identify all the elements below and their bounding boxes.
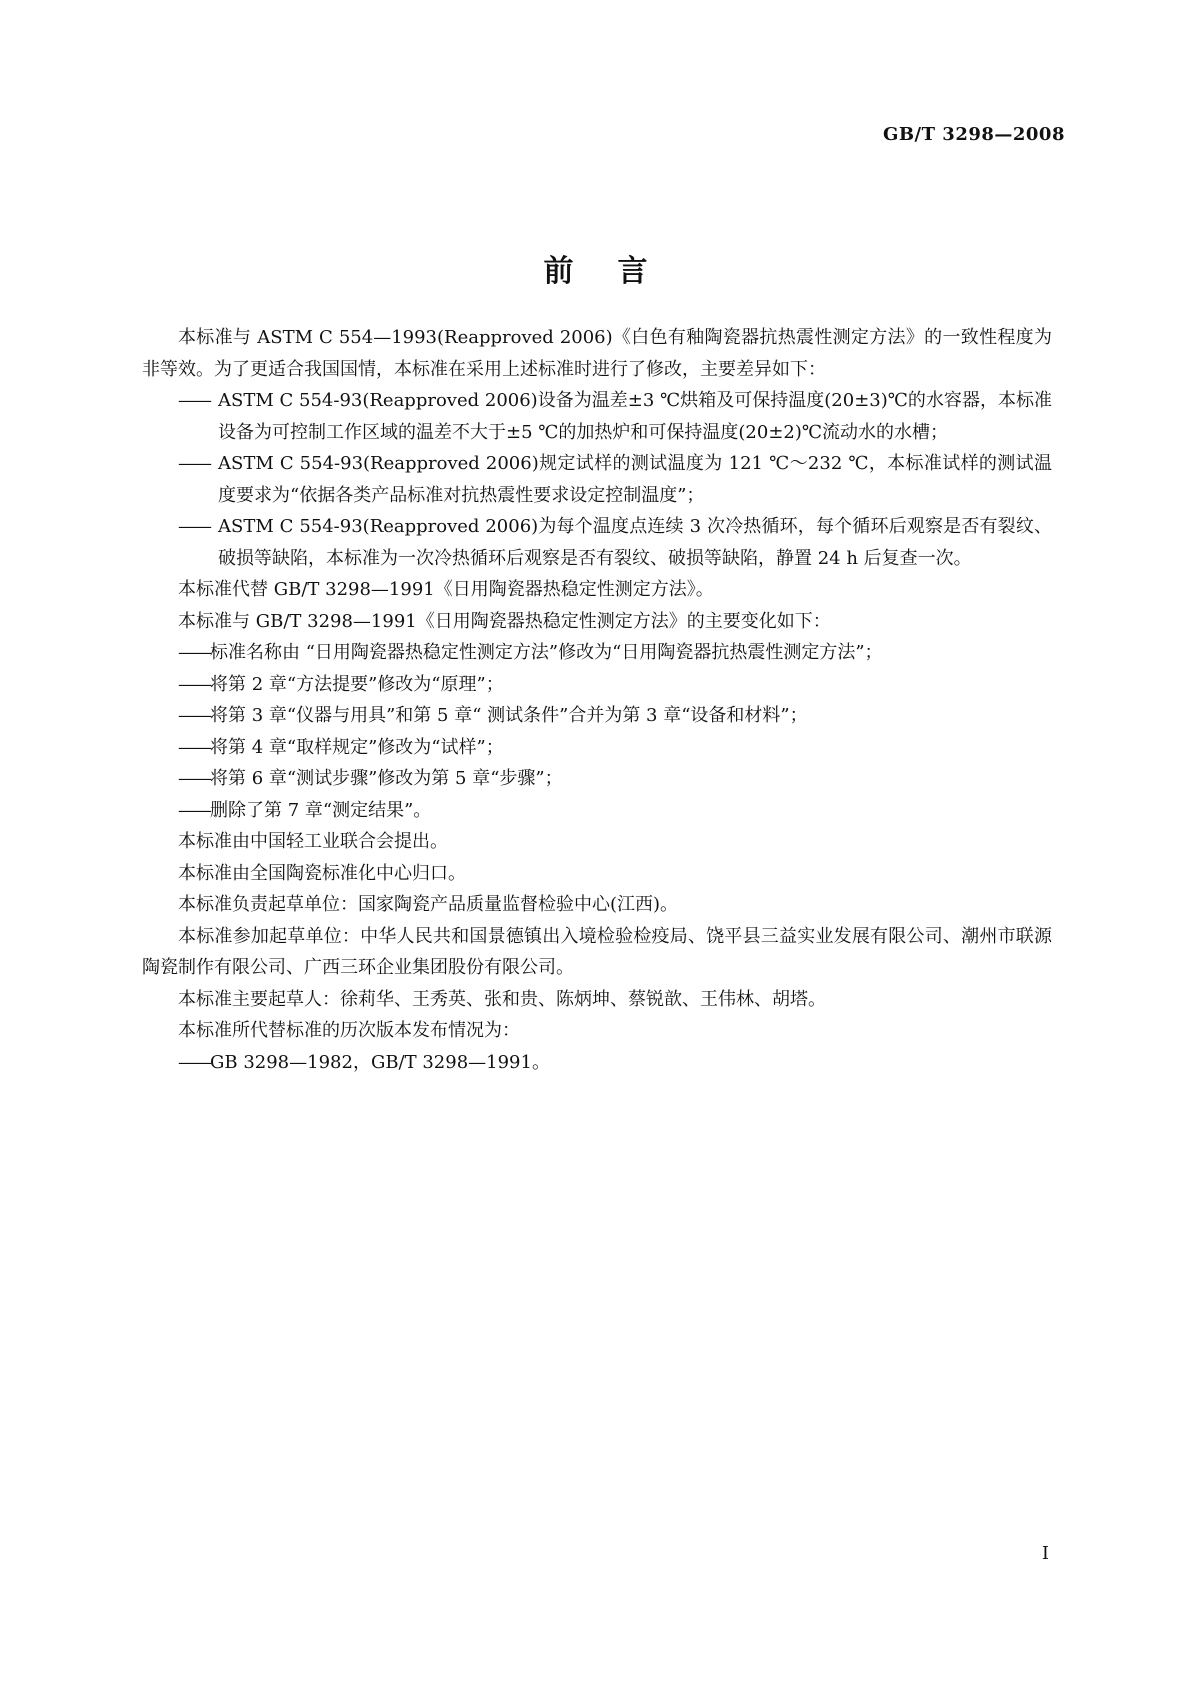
difference-text: ASTM C 554-93(Reapproved 2006)规定试样的测试温度为 121 ℃～232 ℃，本标准试样的测试温度要求为“依据各类产品标准对抗热震性要求设定控制温度”；: [218, 453, 1052, 506]
paragraph-changes-intro: 本标准与 GB/T 3298—1991《日用陶瓷器热稳定性测定方法》的主要变化如下：: [178, 610, 831, 632]
change-text: 将第 2 章“方法提要”修改为“原理”；: [210, 673, 504, 695]
history-item: [142, 1047, 1052, 1079]
difference-text: ASTM C 554-93(Reapproved 2006)设备为温差±3 ℃烘箱及可保持温度(20±3)℃的水容器，本标准设备为可控制工作区域的温差不大于±5 ℃的加热炉和可保持温度(20±2)℃流动水的水槽；: [218, 390, 1052, 443]
change-text: 将第 4 章“取样规定”修改为“试样”；: [210, 736, 504, 758]
change-text: 将第 6 章“测试步骤”修改为第 5 章“步骤”；: [210, 768, 563, 789]
dash-marker: ——: [178, 799, 210, 821]
dash-marker: ——: [178, 705, 210, 726]
change-item: [142, 669, 1052, 701]
change-text: 删除了第 7 章“测定结果”。: [210, 799, 432, 821]
paragraph-replaces: 本标准代替 GB/T 3298—1991《日用陶瓷器热稳定性测定方法》。: [178, 579, 714, 600]
paragraph-drafting-unit: 本标准负责起草单位：国家陶瓷产品质量监督检验中心(江西)。: [178, 894, 679, 915]
change-item: [142, 795, 1052, 827]
dash-marker: ——: [178, 1051, 210, 1073]
dash-marker: ——: [178, 516, 210, 537]
dash-marker: ——: [178, 768, 210, 789]
paragraph-centralizer: 本标准由全国陶瓷标准化中心归口。: [178, 862, 466, 884]
difference-item: [142, 511, 1052, 574]
foreword-body: [142, 322, 1052, 1078]
paragraph-proposer: 本标准由中国轻工业联合会提出。: [178, 831, 448, 852]
paragraph-drafters: 本标准主要起草人：徐莉华、王秀英、张和贵、陈炳坤、蔡锐歆、王伟林、胡塔。: [178, 988, 826, 1010]
page-number: Ⅰ: [1041, 1543, 1049, 1564]
dash-marker: ——: [178, 736, 210, 758]
change-item: [142, 700, 1052, 732]
history-text: GB 3298—1982，GB/T 3298—1991。: [210, 1051, 550, 1073]
paragraph-equivalence: 本标准与 ASTM C 554—1993(Reapproved 2006)《白色有釉陶瓷器抗热震性测定方法》的一致性程度为非等效。为了更适合我国国情，本标准在采用上述标准时进行了修改，主要差异如下：: [142, 327, 1052, 380]
change-text: 标准名称由 “日用陶瓷器热稳定性测定方法”修改为“日用陶瓷器抗热震性测定方法”；: [210, 642, 883, 663]
dash-marker: ——: [178, 642, 210, 663]
difference-text: ASTM C 554-93(Reapproved 2006)为每个温度点连续 3 次冷热循环，每个循环后观察是否有裂纹、破损等缺陷，本标准为一次冷热循环后观察是否有裂纹、破损等缺陷，静置 24 h 后复查一次。: [218, 516, 1052, 569]
dash-marker: ——: [178, 673, 210, 695]
dash-marker: ——: [178, 453, 210, 474]
change-item: [142, 637, 1052, 669]
change-text: 将第 3 章“仪器与用具”和第 5 章“ 测试条件”合并为第 3 章“设备和材料”；: [210, 705, 808, 726]
paragraph-participating-units: 本标准参加起草单位：中华人民共和国景德镇出入境检验检疫局、饶平县三益实业发展有限公司、潮州市联源陶瓷制作有限公司、广西三环企业集团股份有限公司。: [142, 925, 1052, 978]
dash-marker: ——: [178, 390, 210, 411]
change-item: [142, 763, 1052, 795]
page-title: 前言: [543, 254, 692, 290]
change-item: [142, 732, 1052, 764]
difference-item: [142, 385, 1052, 448]
difference-item: [142, 448, 1052, 511]
paragraph-history-intro: 本标准所代替标准的历次版本发布情况为：: [178, 1020, 520, 1041]
standard-code: GB/T 3298—2008: [882, 124, 1065, 145]
